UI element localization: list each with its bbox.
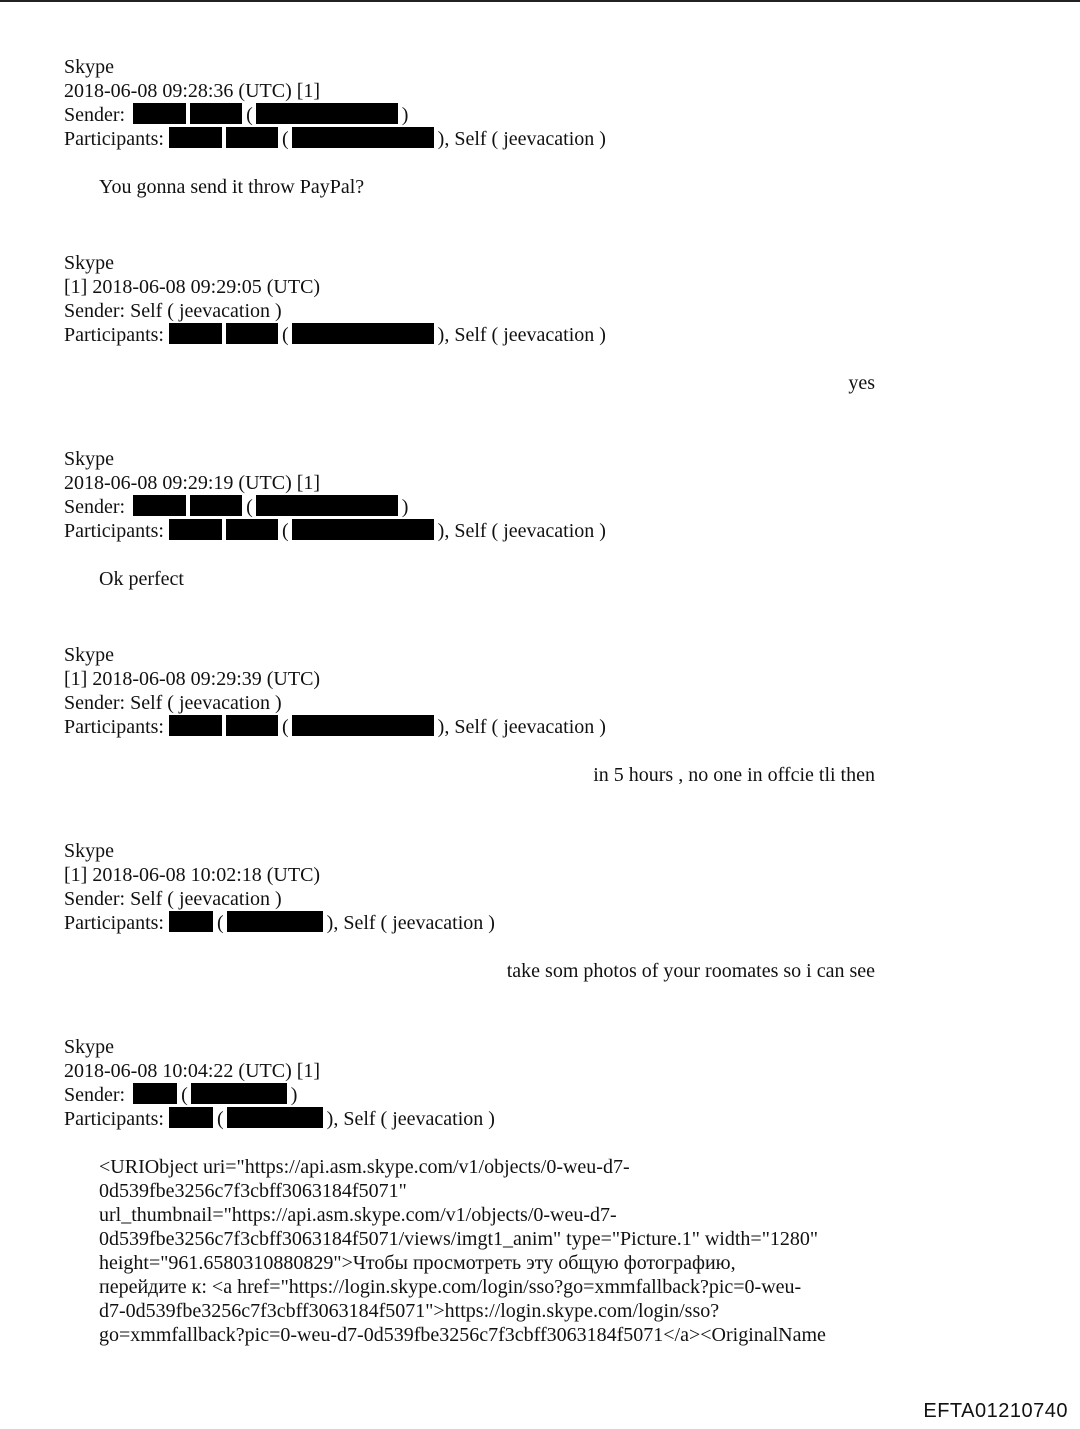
message-text: in 5 hours , no one in offcie tli then	[593, 764, 875, 786]
message-line: height="961.6580310880829">Чтобы просмотреть эту общую фотографию,	[99, 1252, 736, 1274]
redaction	[292, 127, 434, 148]
sender-line: Sender: Self ( jeevacation )	[64, 692, 282, 714]
redaction	[227, 1107, 323, 1128]
participants-suffix: ), Self ( jeevacation )	[437, 520, 606, 542]
participants-label: Participants:	[64, 1108, 164, 1130]
open-paren: (	[281, 128, 289, 150]
message-line: перейдите к: <a href="https://login.skype.com/login/sso?go=xmmfallback?pic=0-weu-	[99, 1276, 802, 1298]
redaction	[226, 127, 278, 148]
redaction	[191, 1083, 287, 1104]
document-id: EFTA01210740	[923, 1400, 1068, 1422]
timestamp: 2018-06-08 09:28:36 (UTC) [1]	[64, 80, 321, 102]
participants-suffix: ), Self ( jeevacation )	[326, 912, 495, 934]
redaction	[133, 1083, 177, 1104]
participants-line	[64, 715, 924, 739]
sender-line: Sender: Self ( jeevacation )	[64, 300, 282, 322]
redaction	[226, 715, 278, 736]
redaction	[133, 495, 186, 516]
sender-line	[64, 495, 924, 519]
app-label: Skype	[64, 252, 114, 274]
close-paren: )	[401, 496, 409, 518]
open-paren: (	[246, 104, 253, 126]
message-line: go=xmmfallback?pic=0-weu-d7-0d539fbe3256c7f3cbff3063184f5071</a><OriginalName	[99, 1324, 826, 1346]
timestamp: 2018-06-08 10:04:22 (UTC) [1]	[64, 1060, 321, 1082]
participants-line	[64, 911, 924, 935]
open-paren: (	[246, 496, 253, 518]
chat-entry	[64, 55, 924, 199]
redaction	[190, 495, 242, 516]
chat-entry	[64, 643, 924, 787]
redaction	[226, 519, 278, 540]
app-label: Skype	[64, 644, 114, 666]
app-label: Skype	[64, 448, 114, 470]
redaction	[169, 519, 222, 540]
participants-label: Participants:	[64, 324, 164, 346]
redaction	[133, 103, 186, 124]
close-paren: )	[401, 104, 409, 126]
message-text: You gonna send it throw PayPal?	[99, 176, 365, 198]
message-line: url_thumbnail="https://api.asm.skype.com/v1/objects/0-weu-d7-	[99, 1204, 617, 1226]
redaction	[226, 323, 278, 344]
open-paren: (	[181, 1084, 188, 1106]
sender-label: Sender:	[64, 104, 126, 126]
participants-line	[64, 1107, 924, 1131]
timestamp: [1] 2018-06-08 10:02:18 (UTC)	[64, 864, 321, 886]
participants-line	[64, 127, 924, 151]
app-label: Skype	[64, 56, 114, 78]
timestamp: [1] 2018-06-08 09:29:39 (UTC)	[64, 668, 321, 690]
message-line: 0d539fbe3256c7f3cbff3063184f5071/views/imgt1_anim" type="Picture.1" width="1280"	[99, 1228, 819, 1250]
participants-line	[64, 323, 924, 347]
open-paren: (	[281, 324, 289, 346]
redaction	[256, 103, 398, 124]
sender-line: Sender: Self ( jeevacation )	[64, 888, 282, 910]
sender-label: Sender:	[64, 496, 126, 518]
message-line: <URIObject uri="https://api.asm.skype.com/v1/objects/0-weu-d7-	[99, 1156, 630, 1178]
chat-entry	[64, 251, 924, 395]
redaction	[169, 323, 222, 344]
open-paren: (	[281, 520, 289, 542]
message-line: d7-0d539fbe3256c7f3cbff3063184f5071">https://login.skype.com/login/sso?	[99, 1300, 720, 1322]
top-rule	[0, 0, 1080, 2]
redaction	[292, 715, 434, 736]
message-text: take som photos of your roomates so i can see	[506, 960, 875, 982]
open-paren: (	[216, 912, 224, 934]
redaction	[256, 495, 398, 516]
chat-entry	[64, 839, 924, 983]
app-label: Skype	[64, 840, 114, 862]
redaction	[292, 519, 434, 540]
chat-entry	[64, 447, 924, 591]
participants-suffix: ), Self ( jeevacation )	[437, 716, 606, 738]
participants-suffix: ), Self ( jeevacation )	[437, 324, 606, 346]
message-text-block	[99, 1155, 889, 1347]
open-paren: (	[281, 716, 289, 738]
participants-label: Participants:	[64, 128, 164, 150]
participants-label: Participants:	[64, 912, 164, 934]
redaction	[169, 715, 222, 736]
sender-line	[64, 103, 924, 127]
redaction	[169, 911, 213, 932]
redaction	[169, 127, 222, 148]
redaction	[169, 1107, 213, 1128]
participants-line	[64, 519, 924, 543]
message-line: 0d539fbe3256c7f3cbff3063184f5071"	[99, 1180, 407, 1202]
sender-line	[64, 1083, 924, 1107]
participants-suffix: ), Self ( jeevacation )	[326, 1108, 495, 1130]
redaction	[190, 103, 242, 124]
close-paren: )	[290, 1084, 298, 1106]
sender-label: Sender:	[64, 1084, 126, 1106]
participants-label: Participants:	[64, 716, 164, 738]
participants-label: Participants:	[64, 520, 164, 542]
participants-suffix: ), Self ( jeevacation )	[437, 128, 606, 150]
timestamp: [1] 2018-06-08 09:29:05 (UTC)	[64, 276, 321, 298]
message-text: yes	[848, 372, 875, 394]
open-paren: (	[216, 1108, 224, 1130]
message-text: Ok perfect	[99, 568, 184, 590]
chat-entry	[64, 1035, 924, 1347]
app-label: Skype	[64, 1036, 114, 1058]
timestamp: 2018-06-08 09:29:19 (UTC) [1]	[64, 472, 321, 494]
redaction	[227, 911, 323, 932]
redaction	[292, 323, 434, 344]
